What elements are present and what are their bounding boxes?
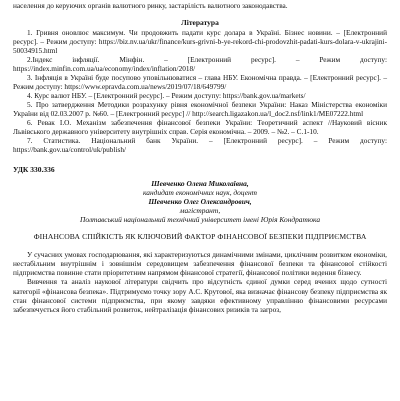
document-page: [0, 1, 400, 401]
intro-paragraph: населення до керуючих органів валютного ринку, застарілість валютного законодавства.: [13, 1, 288, 10]
author-2-name-text: Шевченко Олег Олександрович,: [148, 197, 252, 206]
reference-item: 4. Курс валют НБУ. – [Електронний ресурс]. – Режим доступу: https://bank.gov.ua/markets/: [27, 91, 306, 100]
author-1-name-text: Шевченко Олена Миколаївна,: [151, 179, 249, 188]
article-title: ФІНАНСОВА СПІЙКІСТЬ ЯК КЛЮЧОВИЙ ФАКТОР ФІНАНСОВОЇ БЕЗПЕКИ ПІДПРИЄМСТВА: [33, 232, 367, 241]
references-heading: Література: [181, 18, 219, 27]
author-2-name: [13, 197, 387, 206]
reference-item: 1. Гривня оновлює максимум. Чи продовжить падати курс долара в Україні. Бізнес новини. – [Електронний ресурс]. – Режим доступу: https://biz.nv.ua/ukr/finance/kurs-grivni-b-ye-rekord-chi-prodovzhit-padati-kurs-dolara-v-ukrajini-50034915.html: [13, 28, 387, 55]
body-paragraph: Вивчення та аналіз наукової літератури свідчить про відсутність єдиної думки серед вчених щодо сутності категорії «фінансова безпека». Підтримуємо точку зору А.С. Крутової, яка визначає фінансову безпеку підприємства як стан фінансової системи підприємства, при якому завдяки ефективному управлінню фінансовими ресурсами забезпечується його стабільний розвиток, нейтралізація фінансових ризиків та загроз,: [13, 277, 387, 315]
author-2-title: магістрант,: [179, 206, 221, 215]
author-1-title: кандидат економічних наук, доцент: [143, 188, 257, 197]
article-body: [13, 250, 387, 315]
reference-item: 7. Статистика. Національний банк України. – [Електронний ресурс]. – Режим доступу: https://bank.gov.ua/control/uk/publish/: [13, 136, 387, 154]
reference-item: 3. Інфляція в Україні буде посупово уповільнюватися – глава НБУ. Економічна правда. – [Електронний ресурс]. – Режим доступу: https://www.epravda.com.ua/news/2019/07/18/649799/: [13, 73, 387, 91]
references-list: [13, 28, 387, 154]
affiliation: Полтавський національний технічний університет імені Юрія Кондратюка: [79, 215, 321, 224]
author-1-name: [13, 179, 387, 188]
body-paragraph: У сучасних умовах господарювання, які характеризуються динамічними змінами, циклічним розвитком економіки, нестабільним внутрішнім і зовнішнім середовищем забезпечення фінансової безпеки та фінансової стійкості підприємства повинне стати пріоритетним напрямом фінансової стратегії, фінансової політики ведення бізнесу.: [13, 249, 387, 278]
reference-item: 2.Індекс інфляції. Мінфін. – [Електронний ресурс]. – Режим доступу: https://index.minfin.com.ua/ua/economy/index/inflation/2018/: [13, 55, 387, 73]
udk-code: УДК 330.336: [13, 165, 55, 174]
reference-item: 5. Про затвердження Методики розрахунку рівня економічної безпеки України: Наказ Міністерства економіки України від 02.03.2007 р. №60. – [Електронний ресурс] // http://search.ligazakon.ua/l_doc2.nsf/link1/ME07222.html: [13, 100, 387, 118]
reference-item: 6. Ревак І.О. Механізм забезпечення фінансової безпеки України: Теоретичний аспект //Науковий вісник Львівського державного університету внутрішніх справ. Серія економічна. – 2009. – №2. – С.1-10.: [13, 118, 387, 136]
